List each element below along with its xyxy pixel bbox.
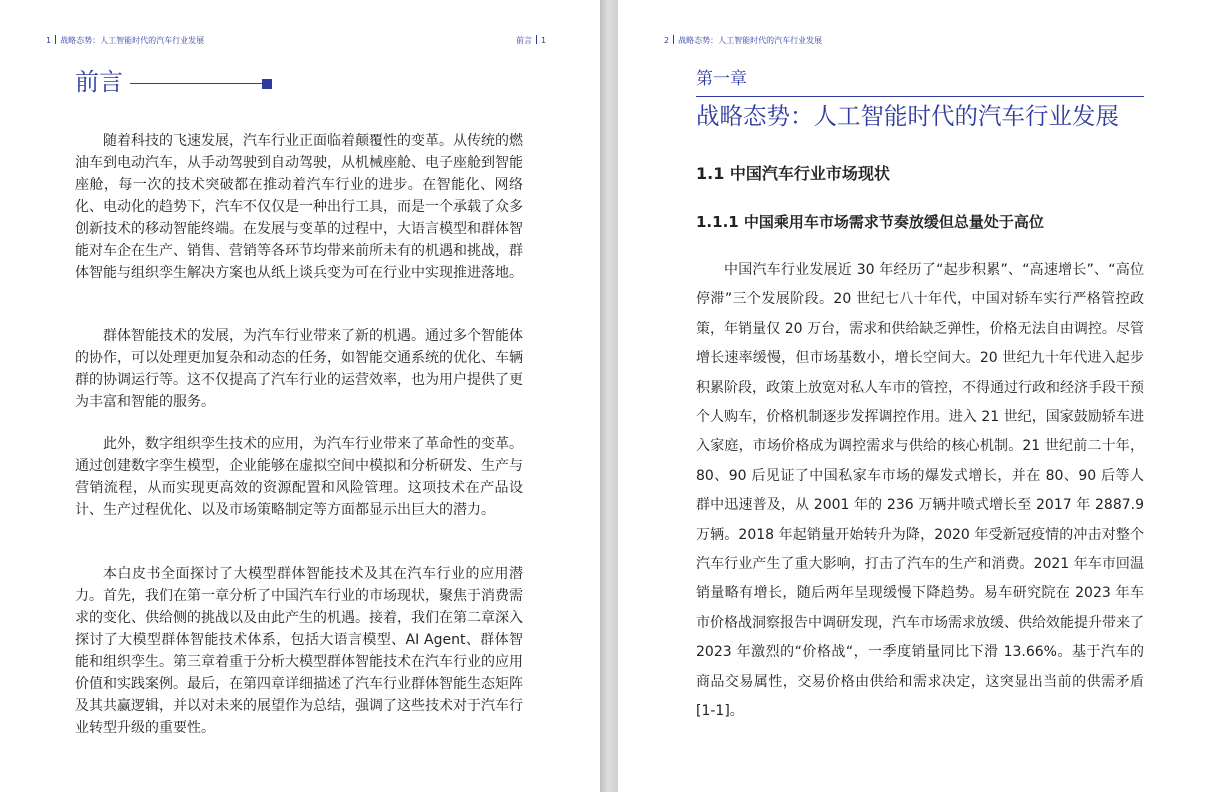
preface-paragraph-4: 本白皮书全面探讨了大模型群体智能技术及其在汽车行业的应用潜力。首先，我们在第一章分析了中国汽车行业的市场现状，聚焦于消费需求的变化、供给侧的挑战以及由此产生的机遇。接着，我们在第二章深入探讨了大模型群体智能技术体系，包括大语言模型、AI Agent、群体智能和组织孪生。第三章着重于分析大模型群体智能技术在汽车行业的应用价值和实践案例。最后，在第四章详细描述了汽车行业群体智能生态矩阵及其共赢逻辑，并以对未来的展望作为总结，强调了这些技术对于汽车行业转型升级的重要性。 <box>75 566 523 736</box>
right-header-page-number: 2 <box>664 36 670 45</box>
chapter-title: 战略态势：人工智能时代的汽车行业发展 <box>696 102 1119 130</box>
preface-paragraph-2: 群体智能技术的发展，为汽车行业带来了新的机遇。通过多个智能体的协作，可以处理更加复杂和动态的任务，如智能交通系统的优化、车辆群的协调运行等。这不仅提高了汽车行业的运营效率，也为用户提供了更为丰富和智能的服务。 <box>75 328 523 410</box>
left-running-header-right <box>516 35 546 46</box>
subsection-heading: 1.1.1 中国乘用车市场需求节奏放缓但总量处于高位 <box>696 213 1044 231</box>
right-running-header <box>664 35 822 46</box>
section-heading: 1.1 中国汽车行业市场现状 <box>696 164 890 183</box>
left-running-header <box>46 35 204 46</box>
left-header-section: 前言 <box>516 36 532 45</box>
preface-title: 前言 <box>75 68 123 96</box>
right-header-title: 战略态势：人工智能时代的汽车行业发展 <box>678 36 823 45</box>
page-gutter <box>600 0 618 792</box>
header-divider <box>673 35 674 44</box>
chapter-rule <box>696 96 1144 97</box>
left-header-title: 战略态势：人工智能时代的汽车行业发展 <box>60 36 205 45</box>
chapter-body-paragraph: 中国汽车行业发展近 30 年经历了“起步积累”、“高速增长”、“高位停滞”三个发展阶段。20 世纪七八十年代，中国对轿车实行严格管控政策，年销量仅 20 万台，需求和供给缺乏弹性，价格无法自由调控。尽管增长速率缓慢，但市场基数小，增长空间大。20 世纪九十年代进入起步积累阶段，政策上放宽对私人车市的管控，不得通过行政和经济手段干预个人购车，价格机制逐步发挥调控作用。进入 21 世纪，国家鼓励轿车进入家庭，市场价格成为调控需求与供给的核心机制。21 世纪前二十年，80、90 后见证了中国私家车市场的爆发式增长，并在 80、90 后等人群中迅速普及，从 2001 年的 236 万辆井喷式增长至 2017 年 2887.9 万辆。2018 年起销量开始转升为降，2020 年受新冠疫情的冲击对整个汽车行业产生了重大影响，打击了汽车的生产和消费。2021 年车市回温销量略有增长，随后两年呈现缓慢下降趋势。易车研究院在 2023 年车市价格战洞察报告中调研发现，汽车市场需求放缓、供给效能提升带来了 2023 年激烈的“价格战“，一季度销量同比下滑 13.66%。基于汽车的商品交易属性，交易价格由供给和需求决定，这突显出当前的供需矛盾 [1-1]。 <box>696 262 1144 720</box>
title-decoration-square <box>262 79 272 89</box>
left-header-page-number: 1 <box>46 36 52 45</box>
preface-paragraph-3: 此外，数字组织孪生技术的应用，为汽车行业带来了革命性的变革。通过创建数字孪生模型，企业能够在虚拟空间中模拟和分析研发、生产与营销流程，从而实现更高效的资源配置和风险管理。这项技术在产品设计、生产过程优化、以及市场策略制定等方面都显示出巨大的潜力。 <box>75 436 523 518</box>
chapter-label: 第一章 <box>696 69 747 89</box>
left-page <box>0 0 600 792</box>
preface-paragraph-1: 随着科技的飞速发展，汽车行业正面临着颠覆性的变革。从传统的燃油车到电动汽车，从手动驾驶到自动驾驶，从机械座舱、电子座舱到智能座舱，每一次的技术突破都在推动着汽车行业的进步。在智能化、网络化、电动化的趋势下，汽车不仅仅是一种出行工具，而是一个承载了众多创新技术的移动智能终端。在发展与变革的过程中，大语言模型和群体智能对车企在生产、销售、营销等各环节均带来前所未有的机遇和挑战，群体智能与组织孪生解决方案也从纸上谈兵变为可在行业中实现推进落地。 <box>75 133 523 281</box>
header-divider <box>536 35 537 44</box>
header-divider <box>55 35 56 44</box>
left-header-right-number: 1 <box>541 36 547 45</box>
title-decoration-line <box>130 83 262 84</box>
